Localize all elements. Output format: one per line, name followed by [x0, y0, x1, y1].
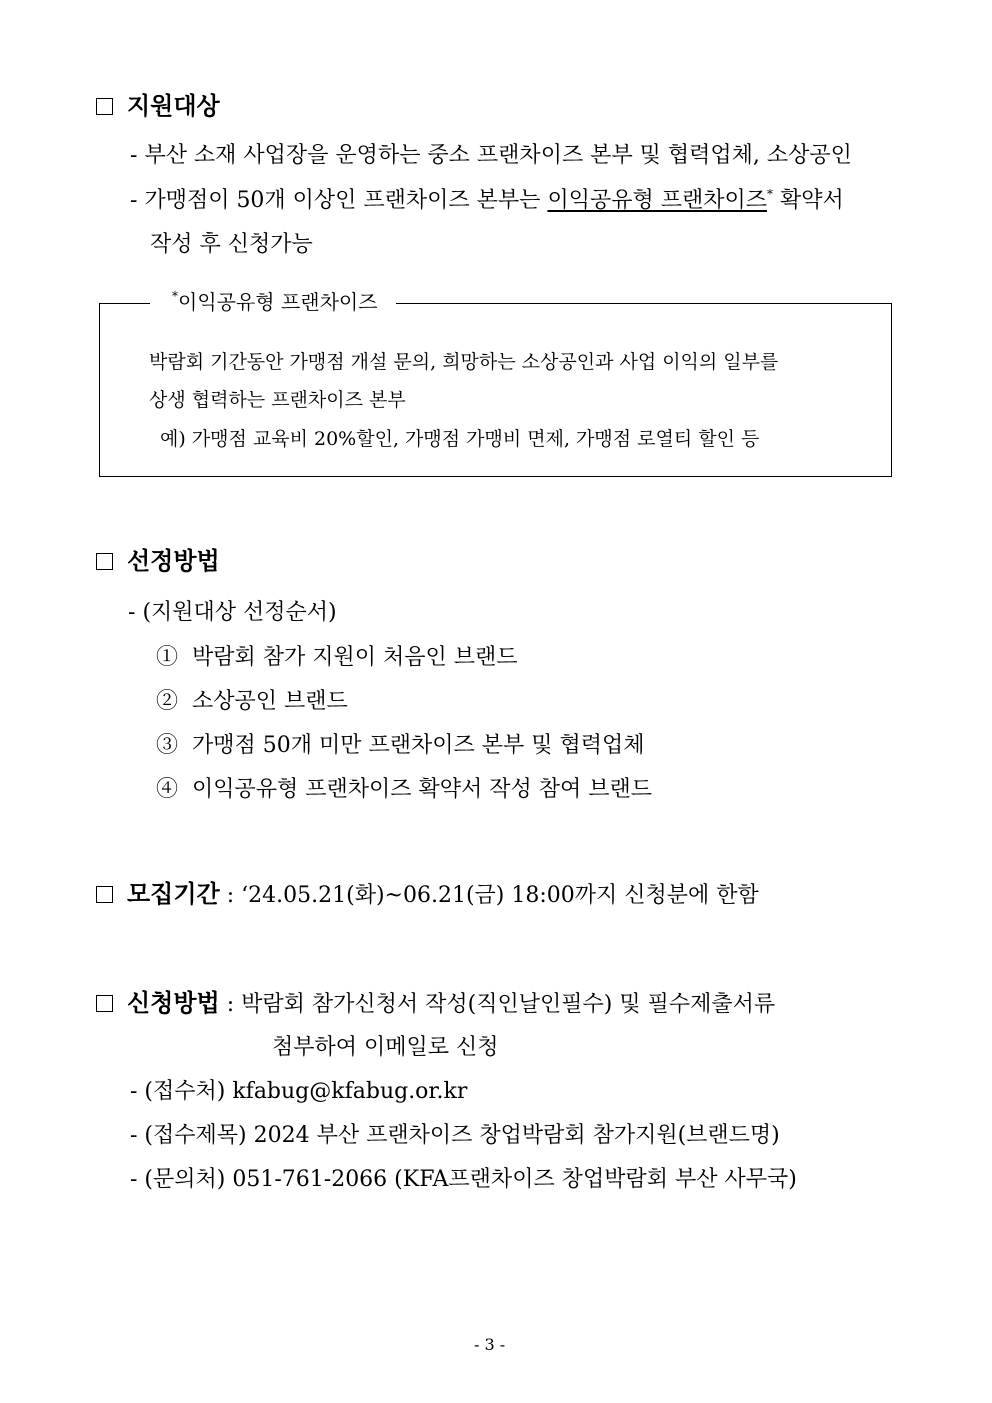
- selection-item: ① 박람회 참가 지원이 처음인 브랜드: [156, 645, 518, 670]
- apply-item-reception: - (접수처) kfabug@kfabug.or.kr: [130, 1079, 468, 1104]
- apply-text-1: : 박람회 참가신청서 작성(직인날인필수) 및 필수제출서류: [219, 992, 776, 1017]
- selection-item: ④ 이익공유형 프랜차이즈 확약서 작성 참여 브랜드: [156, 777, 653, 802]
- apply-item-subject: - (접수제목) 2024 부산 프랜차이즈 창업박람회 참가지원(브랜드명): [130, 1123, 780, 1148]
- apply-text-2: 첨부하여 이메일로 신청: [272, 1035, 499, 1060]
- section-heading-support-target: 지원대상: [96, 91, 220, 121]
- checkbox-square-icon: [96, 995, 113, 1012]
- page-number: - 3 -: [474, 1335, 506, 1354]
- note-line-3: 예) 가맹점 교육비 20%할인, 가맹점 가맹비 면제, 가맹점 로열티 할인 등: [160, 428, 760, 450]
- checkbox-square-icon: [96, 886, 113, 903]
- footnote-mark: *: [766, 187, 773, 201]
- apply-item-contact: - (문의처) 051-761-2066 (KFA프랜차이즈 창업박람회 부산 사무국): [130, 1167, 797, 1192]
- support-target-bullet-1: - 부산 소재 사업장을 운영하는 중소 프랜차이즈 본부 및 협력업체, 소상공인: [130, 143, 852, 168]
- section-heading-selection: 선정방법: [96, 546, 220, 576]
- support-target-bullet-2: - 가맹점이 50개 이상인 프랜차이즈 본부는 이익공유형 프랜차이즈* 확약서: [130, 187, 844, 213]
- section-heading-apply: 신청방법 : 박람회 참가신청서 작성(직인날인필수) 및 필수제출서류: [96, 988, 775, 1020]
- selection-item: ③ 가맹점 50개 미만 프랜차이즈 본부 및 협력업체: [156, 733, 645, 758]
- note-line-2: 상생 협력하는 프랜차이즈 본부: [149, 389, 406, 411]
- selection-intro: - (지원대상 선정순서): [128, 600, 337, 625]
- support-target-bullet-2-continuation: 작성 후 신청가능: [150, 232, 313, 257]
- checkbox-square-icon: [96, 553, 113, 570]
- period-text: : ‘24.05.21(화)~06.21(금) 18:00까지 신청분에 한함: [219, 883, 759, 908]
- checkbox-square-icon: [96, 98, 113, 115]
- selection-item: ② 소상공인 브랜드: [156, 689, 348, 714]
- note-box-title: *이익공유형 프랜차이즈: [150, 289, 396, 315]
- profit-sharing-term: 이익공유형 프랜차이즈: [547, 188, 767, 213]
- section-heading-period: 모집기간 : ‘24.05.21(화)~06.21(금) 18:00까지 신청분에 한함: [96, 879, 759, 911]
- note-line-1: 박람회 기간동안 가맹점 개설 문의, 희망하는 소상공인과 사업 이익의 일부를: [149, 351, 779, 373]
